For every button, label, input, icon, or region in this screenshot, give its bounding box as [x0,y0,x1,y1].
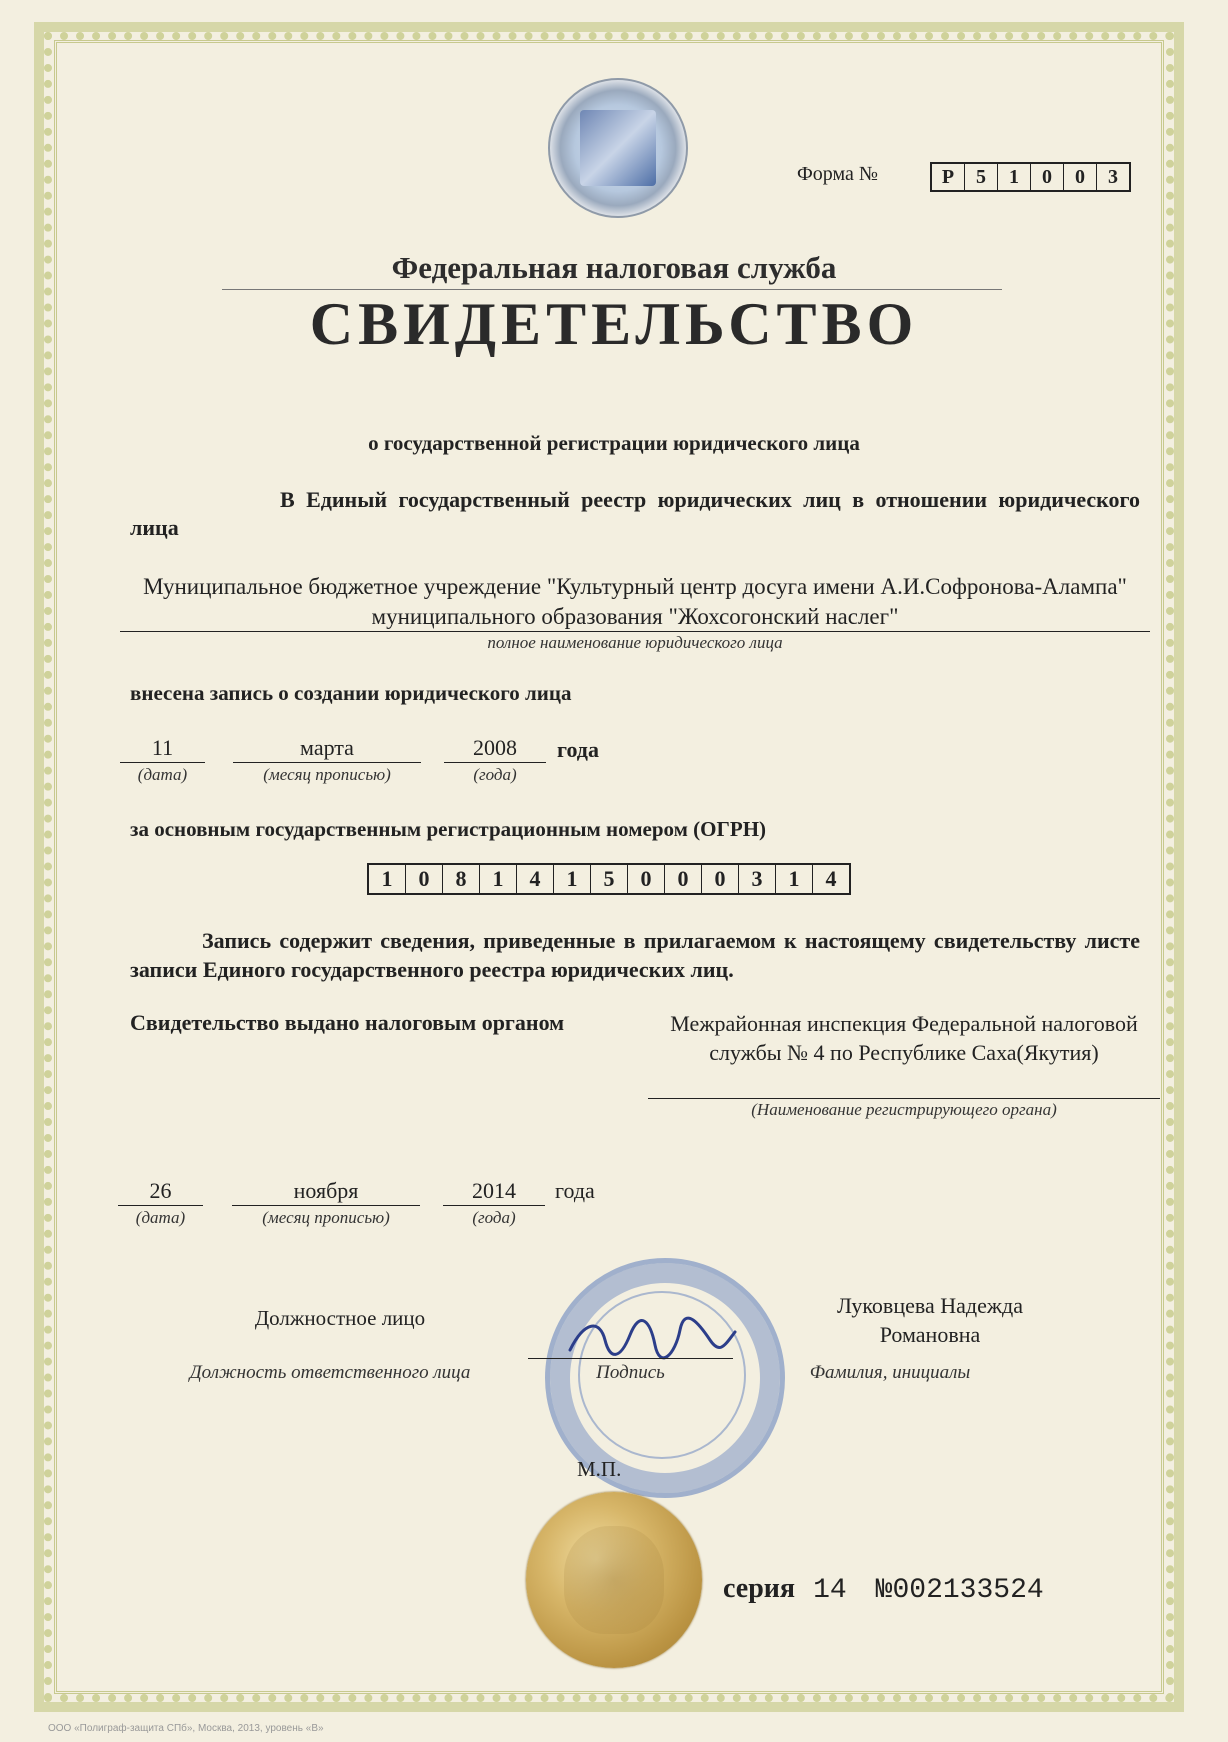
form-code-char: Р [932,164,965,190]
ogrn-digit: 1 [369,865,406,893]
issuing-authority: Межрайонная инспекция Федеральной налоговой службы № 4 по Республике Саха(Якутия) [670,1011,1138,1065]
agency-name: Федеральная налоговая служба [391,250,837,285]
authority-underline [648,1098,1160,1099]
ogrn-digit: 0 [665,865,702,893]
ogrn-digit: 4 [517,865,554,893]
creation-month-line [233,762,421,763]
ogrn-digit: 8 [443,865,480,893]
record-note-text: Запись содержит сведения, приведенные в прилагаемом к настоящему свидетельству листе записи Единого государственного реестра юридических лиц. [130,928,1140,982]
creation-day: 11 [151,735,174,760]
issue-year: 2014 [472,1178,516,1203]
issued-by-label: Свидетельство выдано налоговым органом [130,1010,565,1035]
series-word: серия [723,1573,796,1604]
issue-day-line [118,1205,203,1206]
stamp-place-mark: М.П. [577,1457,622,1481]
serial-number-value: №002133524 [875,1575,1044,1606]
position-caption: Должность ответственного лица [189,1362,471,1383]
creation-day-caption: (дата) [137,765,188,784]
creation-year: 2008 [473,735,517,760]
intro-text: В Единый государственный реестр юридических лиц в отношении юридического лица [130,487,1140,540]
form-number-label: Форма № [797,163,878,185]
form-code-char: 3 [1108,166,1118,188]
issue-month: ноября [293,1178,359,1203]
issue-year-line [443,1205,545,1206]
series-code: 14 [813,1575,847,1606]
name-caption: Фамилия, инициалы [809,1362,971,1383]
form-number-boxes [930,162,1131,192]
issue-year-word: года [555,1178,595,1203]
ogrn-digit: 0 [628,865,665,893]
ogrn-label: за основным государственным регистрационным номером (ОГРН) [130,817,767,841]
ogrn-digit: 1 [554,865,591,893]
ogrn-digit: 4 [825,866,837,891]
entity-underline [120,631,1150,632]
entity-full-name: Муниципальное бюджетное учреждение "Культурный центр досуга имени А.И.Софронова-Алампа" муниципального образования "Жохсогонский наслег" [143,574,1127,629]
ogrn-digit: 0 [702,865,739,893]
form-code-char: 1 [998,164,1031,190]
issue-day-caption: (дата) [135,1208,186,1227]
ogrn-digit: 5 [591,865,628,893]
form-code-char: 0 [1031,164,1064,190]
document-subtitle: о государственной регистрации юридического лица [368,431,860,455]
ogrn-digit: 1 [776,865,813,893]
official-name: Луковцева Надежда Романовна [836,1293,1023,1347]
signature-caption: Подпись [596,1362,665,1383]
creation-day-line [120,762,205,763]
hologram-emblem [548,78,688,218]
issue-month-caption: (месяц прописью) [262,1208,390,1227]
form-code-char: 5 [965,164,998,190]
gold-seal-emblem [526,1492,702,1668]
form-code-char: 0 [1064,164,1097,190]
signature-line [528,1358,733,1359]
creation-year-word: года [557,737,599,762]
ogrn-digit: 3 [739,865,776,893]
official-position: Должностное лицо [254,1306,426,1330]
record-made-text: внесена запись о создании юридического лица [130,681,572,705]
issue-month-line [232,1205,420,1206]
authority-caption: (Наименование регистрирующего органа) [751,1100,1057,1119]
serial-number [723,1573,1044,1606]
document-title: СВИДЕТЕЛЬСТВО [309,291,919,357]
ogrn-digit: 1 [480,865,517,893]
creation-year-line [444,762,546,763]
creation-month-caption: (месяц прописью) [263,765,391,784]
printer-note: ООО «Полиграф-защита СПб», Москва, 2013, уровень «В» [48,1723,324,1734]
creation-month: марта [300,735,354,760]
issue-year-caption: (года) [472,1208,516,1227]
creation-year-caption: (года) [473,765,517,784]
ogrn-boxes [367,863,851,895]
handwritten-signature [560,1310,740,1370]
ogrn-digit: 0 [406,865,443,893]
entity-caption: полное наименование юридического лица [487,633,783,652]
issue-day: 26 [149,1178,172,1203]
